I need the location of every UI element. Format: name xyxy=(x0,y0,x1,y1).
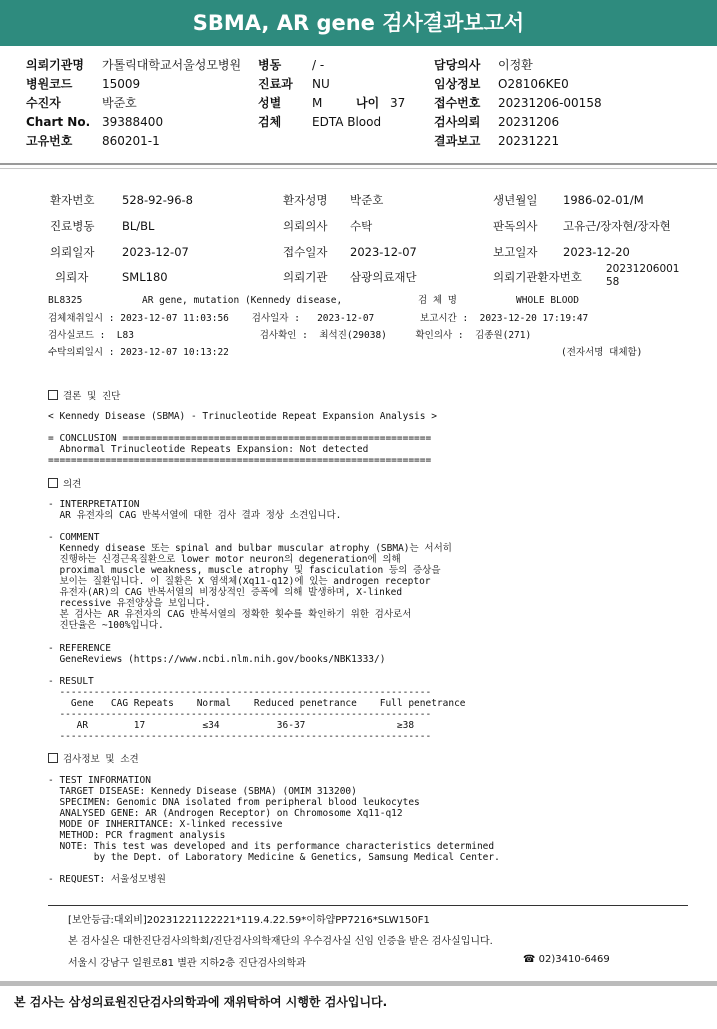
header-row: 검사의뢰 20231206 xyxy=(434,115,560,129)
interpretation-text: AR 유전자의 CAG 반복서열에 대한 검사 결과 정상 소견입니다. xyxy=(48,510,342,521)
label-birth: 생년월일 xyxy=(493,193,538,207)
collection-line: 검체채취일시 : 2023-12-07 11:03:56 검사일자 : 2023-12-07 보고시간 : 2023-12-20 17:19:47 xyxy=(48,313,589,324)
consign-line: 수탁의뢰일시 : 2023-12-07 10:13:22 xyxy=(48,347,229,358)
header-col3 xyxy=(434,56,704,151)
header-row: 임상정보 O28106KE0 xyxy=(434,77,569,91)
result-row: AR 17 ≤34 36-37 ≥38 xyxy=(48,720,415,731)
label-reader: 판독의사 xyxy=(493,219,538,233)
result-rule-top: ----------------------------------------------------------------- xyxy=(48,687,432,698)
bottom-divider xyxy=(0,981,717,986)
age-value: 37 xyxy=(390,96,406,110)
header-row: 검체 EDTA Blood xyxy=(258,115,382,129)
section-conclusion-heading: 결론 및 진단 xyxy=(48,390,120,402)
header-row: 병원코드 15009 xyxy=(26,77,141,91)
testinfo-header: - TEST INFORMATION xyxy=(48,775,151,786)
value-report-date: 2023-12-20 xyxy=(563,245,630,259)
header-row: 담당의사 이정환 xyxy=(434,58,533,72)
result-rule-bottom: ----------------------------------------------------------------- xyxy=(48,731,432,742)
conclusion-text: Abnormal Trinucleotide Repeats Expansion: Not detected xyxy=(48,444,369,455)
address-line: 서울시 강남구 일원로81 별관 지하2층 진단검사의학과 xyxy=(68,958,306,969)
value-birth: 1986-02-01/M xyxy=(563,193,644,207)
age-label: 나이 xyxy=(356,96,380,110)
report-title: SBMA, AR gene 검사결과보고서 xyxy=(0,0,717,46)
comment-header: - COMMENT xyxy=(48,532,100,543)
request-line: - REQUEST: 서울성모병원 xyxy=(48,874,166,885)
header-row: 진료과 NU xyxy=(258,77,330,91)
value-requester: SML180 xyxy=(122,270,168,284)
result-columns: Gene CAG Repeats Normal Reduced penetrance Full penetrance xyxy=(48,698,466,709)
e-signature-note: (전자서명 대체함) xyxy=(561,347,643,358)
label-doctor: 의뢰의사 xyxy=(283,219,328,233)
section-testinfo-heading: 검사정보 및 소견 xyxy=(48,753,139,765)
phone-line: ☎ 02)3410-6469 xyxy=(523,954,610,965)
label-request-date: 의뢰일자 xyxy=(50,245,95,259)
specimen-value: WHOLE BLOOD xyxy=(516,295,579,306)
specimen-label: 검 체 명 xyxy=(418,295,457,306)
header-divider-thin xyxy=(0,168,717,169)
bottom-note: 본 검사는 삼성의료원진단검사의학과에 재위탁하여 시행한 검사입니다. xyxy=(14,995,388,1009)
conclusion-rule: =================================================================== xyxy=(48,455,432,466)
label-inst-patient-no: 의뢰기관환자번호 xyxy=(493,270,582,284)
square-bullet-icon xyxy=(48,390,58,400)
value-patient-name: 박준호 xyxy=(350,193,384,207)
lab-code-line: 검사실코드 : L83 검사확인 : 최석진(29038) 확인의사 : 김종원(271) xyxy=(48,330,532,341)
label-ward: 진료병동 xyxy=(50,219,95,233)
header-row: 병동 / - xyxy=(258,58,325,72)
value-doctor: 수탁 xyxy=(350,219,373,233)
value-institution: 삼광의료재단 xyxy=(350,270,417,284)
header-col1 xyxy=(26,56,256,151)
label-patient-name: 환자성명 xyxy=(283,193,328,207)
header-divider xyxy=(0,163,717,165)
value-inst-patient-no: 2023120600158 xyxy=(606,263,680,288)
interpretation-header: - INTERPRETATION xyxy=(48,499,140,510)
label-institution: 의뢰기관 xyxy=(283,270,328,284)
header-row: 수진자 박준호 xyxy=(26,96,137,110)
certification-line: 본 검사실은 대한진단검사의학회/진단검사의학재단의 우수검사실 신임 인증을 받은 검사실입니다. xyxy=(68,936,493,947)
header-col2 xyxy=(258,56,418,132)
label-requester: 의뢰자 xyxy=(55,270,89,284)
label-patient-no: 환자번호 xyxy=(50,193,95,207)
value-reader: 고유근/장자현/장자현 xyxy=(563,219,671,233)
square-bullet-icon xyxy=(48,478,58,488)
test-name: AR gene, mutation (Kennedy disease, xyxy=(142,295,343,306)
value-receive-date: 2023-12-07 xyxy=(350,245,417,259)
reference-link[interactable]: GeneReviews (https://www.ncbi.nlm.nih.gov/books/NBK1333/) xyxy=(48,654,386,665)
header-row: 접수번호 20231206-00158 xyxy=(434,96,602,110)
header-row: 의뢰기관명 가톨릭대학교서울성모병원 xyxy=(26,58,242,72)
header-row: 결과보고 20231221 xyxy=(434,134,560,148)
reference-header: - REFERENCE xyxy=(48,643,111,654)
report-subtitle: < Kennedy Disease (SBMA) - Trinucleotide Repeat Expansion Analysis > xyxy=(48,411,437,422)
value-ward: BL/BL xyxy=(122,219,155,233)
label-report-date: 보고일자 xyxy=(493,245,538,259)
header-row: 고유번호 860201-1 xyxy=(26,134,160,148)
test-code: BL8325 xyxy=(48,295,83,306)
value-patient-no: 528-92-96-8 xyxy=(122,193,193,207)
section-opinion-heading: 의견 xyxy=(48,478,81,490)
header-row: Chart No. 39388400 xyxy=(26,115,164,129)
result-header: - RESULT xyxy=(48,676,94,687)
label-receive-date: 접수일자 xyxy=(283,245,328,259)
security-line: [보안등급:대외비]20231221122221*119.4.22.59*이하얍PP7216*SLW150F1 xyxy=(68,915,430,926)
value-request-date: 2023-12-07 xyxy=(122,245,189,259)
square-bullet-icon xyxy=(48,753,58,763)
header-row: 성별 M 나이 37 xyxy=(258,94,418,113)
result-rule-mid: ----------------------------------------------------------------- xyxy=(48,709,432,720)
conclusion-header: = CONCLUSION ====================================================== xyxy=(48,433,432,444)
